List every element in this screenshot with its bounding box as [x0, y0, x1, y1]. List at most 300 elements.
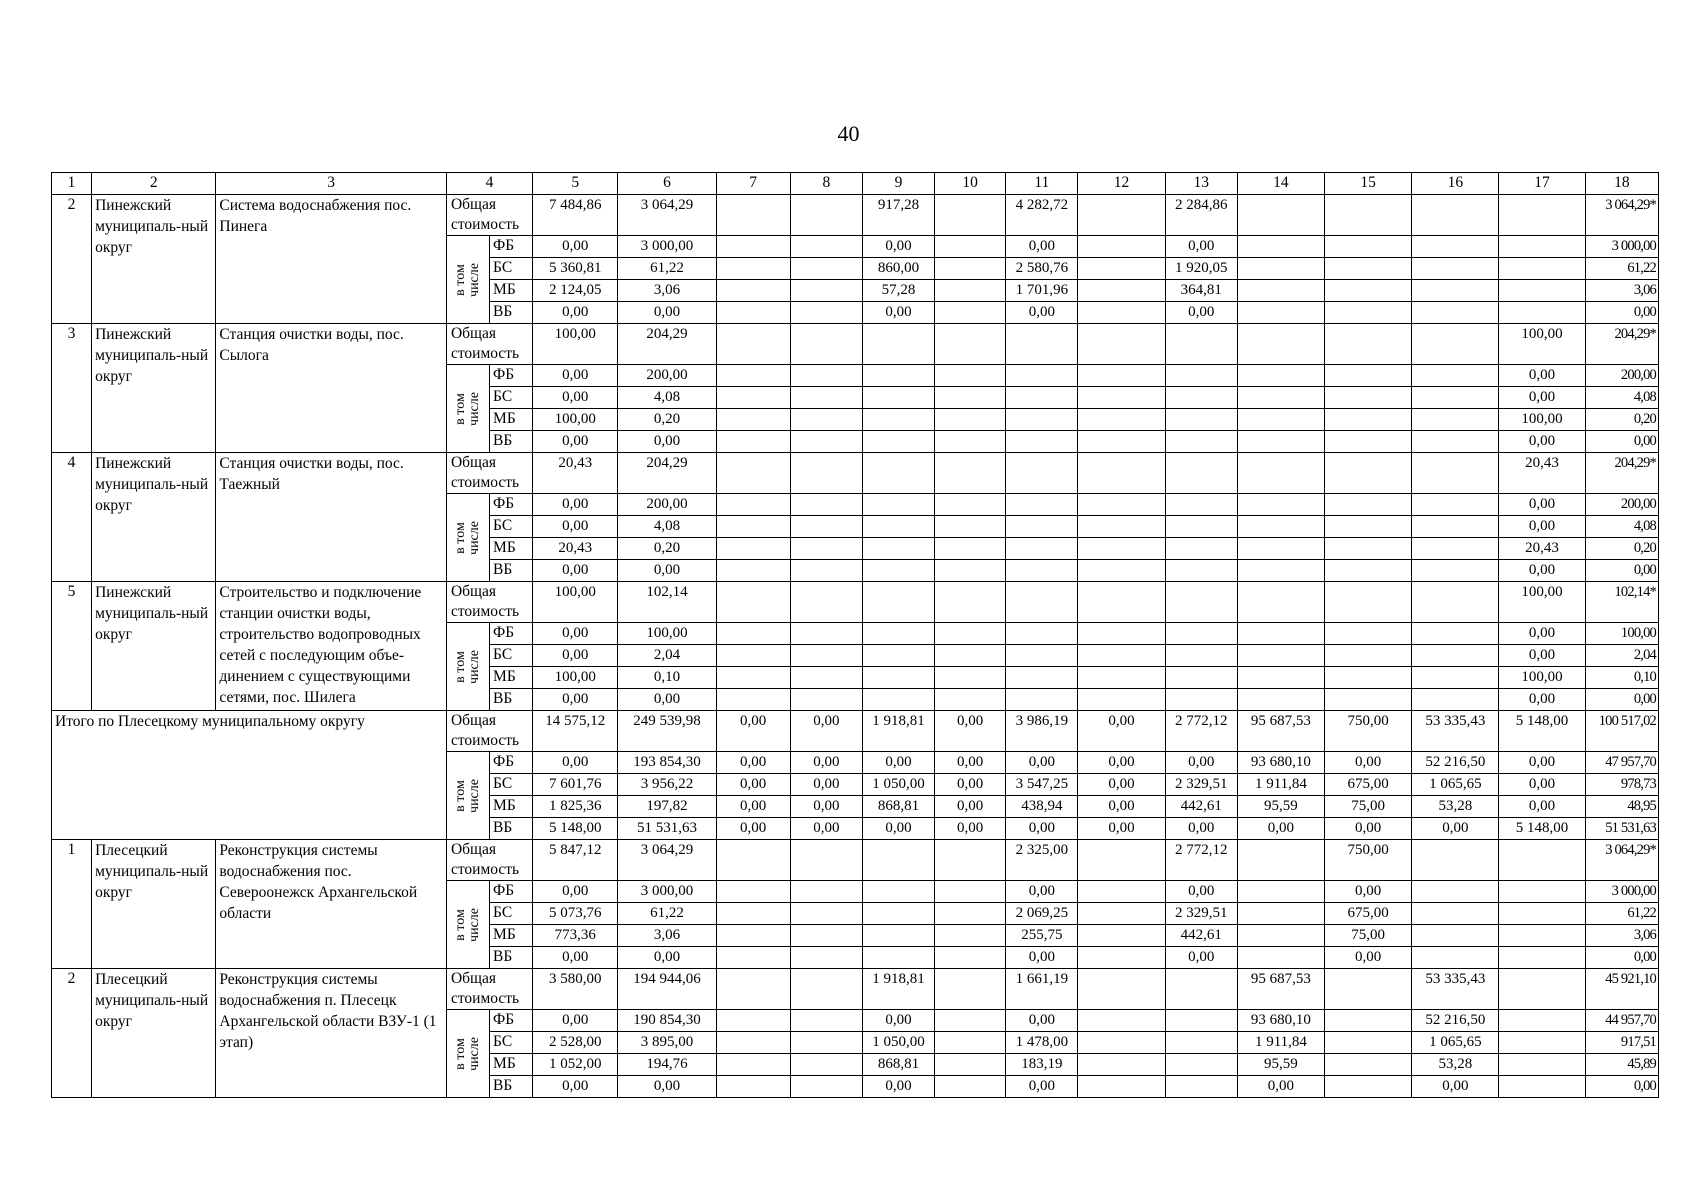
value-cell: 0,00	[1237, 1076, 1324, 1098]
value-cell: 3 000,00	[1585, 236, 1658, 258]
value-cell	[1078, 236, 1165, 258]
value-cell	[1499, 903, 1585, 925]
value-cell	[862, 689, 934, 711]
value-cell	[1499, 280, 1585, 302]
value-cell	[1412, 280, 1499, 302]
value-cell	[862, 516, 934, 538]
value-cell: 3 986,19	[1006, 711, 1078, 752]
value-cell	[790, 431, 862, 453]
value-cell	[1325, 582, 1412, 623]
value-cell	[935, 903, 1006, 925]
value-cell: 0,00	[1006, 752, 1078, 774]
value-cell	[1165, 324, 1237, 365]
row-number: 3	[52, 324, 92, 453]
value-cell	[1078, 516, 1165, 538]
municipality-name: Пинежский муниципаль-ный округ	[92, 195, 216, 324]
value-cell: 442,61	[1165, 925, 1237, 947]
value-cell: 2,04	[1585, 645, 1658, 667]
value-cell: 0,20	[618, 538, 716, 560]
value-cell: 0,00	[1078, 818, 1165, 840]
value-cell: 2 284,86	[1165, 195, 1237, 236]
value-cell: 204,29	[618, 453, 716, 494]
header-cell-8: 8	[790, 173, 862, 195]
value-cell	[1325, 969, 1412, 1010]
value-cell	[1237, 840, 1324, 881]
value-cell	[1325, 623, 1412, 645]
value-cell	[1078, 689, 1165, 711]
value-cell: 0,00	[1499, 689, 1585, 711]
value-cell	[1165, 365, 1237, 387]
value-cell	[1078, 1076, 1165, 1098]
header-cell-2: 2	[92, 173, 216, 195]
value-cell	[1237, 667, 1324, 689]
value-cell: 190 854,30	[618, 1010, 716, 1032]
municipality-name: Пинежский муниципаль-ный округ	[92, 582, 216, 711]
value-cell	[935, 1032, 1006, 1054]
value-cell: 0,10	[618, 667, 716, 689]
value-cell: 44 957,70	[1585, 1010, 1658, 1032]
value-cell	[1165, 431, 1237, 453]
including-label-text	[454, 650, 482, 684]
value-cell	[716, 667, 790, 689]
value-cell	[1499, 840, 1585, 881]
value-cell	[716, 1032, 790, 1054]
including-label	[446, 365, 489, 453]
value-cell	[1412, 947, 1499, 969]
value-cell	[1412, 494, 1499, 516]
value-cell	[862, 453, 934, 494]
value-cell	[716, 324, 790, 365]
value-cell: 0,00	[618, 431, 716, 453]
value-cell: 100,00	[1499, 667, 1585, 689]
row-number: 1	[52, 840, 92, 969]
value-cell: 194,76	[618, 1054, 716, 1076]
value-cell: 0,00	[1006, 818, 1078, 840]
value-cell	[790, 582, 862, 623]
value-cell	[1165, 645, 1237, 667]
value-cell: 0,00	[790, 796, 862, 818]
fund-source-mb: МБ	[490, 280, 533, 302]
value-cell	[1006, 645, 1078, 667]
header-cell-9: 9	[862, 173, 934, 195]
including-label-line2: числе	[467, 907, 482, 942]
value-cell: 0,00	[533, 623, 618, 645]
value-cell: 200,00	[618, 365, 716, 387]
total-cost-label-line2: стоимость	[450, 474, 520, 491]
value-cell: 197,82	[618, 796, 716, 818]
value-cell: 0,00	[1499, 796, 1585, 818]
value-cell	[1078, 623, 1165, 645]
value-cell: 0,00	[533, 1076, 618, 1098]
value-cell	[1078, 840, 1165, 881]
value-cell	[716, 881, 790, 903]
value-cell: 0,00	[935, 774, 1006, 796]
value-cell: 95,59	[1237, 1054, 1324, 1076]
value-cell	[1325, 302, 1412, 324]
header-cell-15: 15	[1325, 173, 1412, 195]
value-cell: 20,43	[533, 453, 618, 494]
value-cell	[1237, 409, 1324, 431]
total-cost-label-line2: стоимость	[450, 861, 520, 878]
value-cell	[1237, 881, 1324, 903]
fund-source-fb: ФБ	[490, 881, 533, 903]
value-cell	[1006, 582, 1078, 623]
value-cell	[1078, 582, 1165, 623]
value-cell: 52 216,50	[1412, 1010, 1499, 1032]
value-cell: 0,00	[1325, 752, 1412, 774]
value-cell: 773,36	[533, 925, 618, 947]
fund-source-vb: ВБ	[490, 818, 533, 840]
value-cell: 0,00	[1325, 947, 1412, 969]
value-cell: 3 000,00	[1585, 881, 1658, 903]
value-cell: 917,51	[1585, 1032, 1658, 1054]
value-cell	[1237, 258, 1324, 280]
value-cell: 0,00	[1006, 1010, 1078, 1032]
value-cell: 0,20	[1585, 538, 1658, 560]
value-cell	[935, 1054, 1006, 1076]
value-cell	[1325, 1010, 1412, 1032]
value-cell	[790, 409, 862, 431]
value-cell: 51 531,63	[1585, 818, 1658, 840]
value-cell	[1325, 538, 1412, 560]
value-cell: 675,00	[1325, 903, 1412, 925]
value-cell: 102,14	[618, 582, 716, 623]
header-cell-10: 10	[935, 173, 1006, 195]
value-cell: 0,00	[716, 774, 790, 796]
value-cell	[716, 516, 790, 538]
value-cell: 0,00	[862, 1076, 934, 1098]
value-cell: 2 528,00	[533, 1032, 618, 1054]
value-cell	[790, 969, 862, 1010]
value-cell: 48,95	[1585, 796, 1658, 818]
value-cell: 442,61	[1165, 796, 1237, 818]
value-cell	[935, 969, 1006, 1010]
value-cell: 51 531,63	[618, 818, 716, 840]
value-cell	[1325, 453, 1412, 494]
value-cell: 0,00	[1585, 947, 1658, 969]
value-cell: 0,00	[1078, 711, 1165, 752]
value-cell: 100,00	[533, 667, 618, 689]
value-cell: 3,06	[618, 925, 716, 947]
value-cell	[1165, 623, 1237, 645]
value-cell: 0,00	[1237, 818, 1324, 840]
value-cell: 3 956,22	[618, 774, 716, 796]
value-cell: 1 478,00	[1006, 1032, 1078, 1054]
page-number: 40	[837, 121, 860, 146]
value-cell	[862, 840, 934, 881]
value-cell: 5 360,81	[533, 258, 618, 280]
total-cost-label-line1: Общая	[450, 325, 496, 342]
value-cell	[1006, 494, 1078, 516]
value-cell: 2 772,12	[1165, 840, 1237, 881]
fund-source-mb: МБ	[490, 796, 533, 818]
value-cell	[790, 560, 862, 582]
value-cell	[1078, 925, 1165, 947]
header-cell-13: 13	[1165, 173, 1237, 195]
value-cell: 20,43	[533, 538, 618, 560]
value-cell	[1325, 689, 1412, 711]
value-cell: 1 825,36	[533, 796, 618, 818]
value-cell: 100,00	[533, 409, 618, 431]
value-cell	[1006, 623, 1078, 645]
value-cell: 100,00	[1499, 409, 1585, 431]
value-cell	[862, 387, 934, 409]
value-cell	[1412, 667, 1499, 689]
value-cell	[1325, 236, 1412, 258]
value-cell: 4 282,72	[1006, 195, 1078, 236]
fund-source-bs: БС	[490, 516, 533, 538]
value-cell	[790, 623, 862, 645]
including-label-line2: числе	[467, 262, 482, 297]
header-cell-3: 3	[216, 173, 447, 195]
fund-source-bs: БС	[490, 258, 533, 280]
value-cell	[716, 453, 790, 494]
value-cell: 204,29*	[1585, 453, 1658, 494]
value-cell	[716, 280, 790, 302]
value-cell: 0,00	[1499, 387, 1585, 409]
value-cell	[1412, 195, 1499, 236]
value-cell	[1237, 365, 1324, 387]
value-cell: 868,81	[862, 1054, 934, 1076]
fund-source-mb: МБ	[490, 409, 533, 431]
value-cell: 75,00	[1325, 925, 1412, 947]
value-cell: 61,22	[618, 258, 716, 280]
value-cell	[1078, 387, 1165, 409]
value-cell: 183,19	[1006, 1054, 1078, 1076]
value-cell	[1325, 195, 1412, 236]
value-cell: 0,00	[716, 752, 790, 774]
value-cell: 978,73	[1585, 774, 1658, 796]
value-cell	[1237, 431, 1324, 453]
total-cost-label-line2: стоимость	[450, 603, 520, 620]
including-label	[446, 236, 489, 324]
value-cell	[862, 409, 934, 431]
value-cell	[1006, 409, 1078, 431]
table-body	[52, 173, 1659, 1098]
value-cell: 3,06	[1585, 925, 1658, 947]
value-cell	[1412, 560, 1499, 582]
value-cell: 0,00	[862, 1010, 934, 1032]
value-cell: 255,75	[1006, 925, 1078, 947]
value-cell: 0,00	[618, 947, 716, 969]
value-cell: 14 575,12	[533, 711, 618, 752]
value-cell	[1006, 365, 1078, 387]
value-cell: 47 957,70	[1585, 752, 1658, 774]
value-cell: 100,00	[618, 623, 716, 645]
total-label: Итого по Плесецкому муниципальному округу	[52, 711, 447, 840]
value-cell	[1499, 236, 1585, 258]
value-cell: 3 895,00	[618, 1032, 716, 1054]
value-cell: 7 484,86	[533, 195, 618, 236]
value-cell	[790, 280, 862, 302]
total-cost-label-line1: Общая	[450, 454, 496, 471]
value-cell	[1165, 1076, 1237, 1098]
fund-source-fb: ФБ	[490, 752, 533, 774]
value-cell	[1412, 645, 1499, 667]
value-cell: 2,04	[618, 645, 716, 667]
total-cost-label-line1: Общая	[450, 196, 496, 213]
value-cell: 1 911,84	[1237, 774, 1324, 796]
value-cell	[1237, 582, 1324, 623]
value-cell	[1412, 881, 1499, 903]
value-cell	[716, 195, 790, 236]
value-cell: 0,00	[935, 752, 1006, 774]
value-cell: 0,00	[862, 302, 934, 324]
value-cell: 0,00	[1499, 516, 1585, 538]
value-cell	[716, 431, 790, 453]
value-cell	[1078, 881, 1165, 903]
value-cell: 0,00	[1165, 818, 1237, 840]
value-cell: 95,59	[1237, 796, 1324, 818]
value-cell	[790, 645, 862, 667]
value-cell	[716, 969, 790, 1010]
object-name: Реконструкция системы водоснабжения пос. Североонежск Архангельской области	[216, 840, 447, 969]
value-cell: 100,00	[1499, 582, 1585, 623]
value-cell	[935, 302, 1006, 324]
value-cell: 0,00	[1499, 752, 1585, 774]
fund-source-fb: ФБ	[490, 1010, 533, 1032]
value-cell: 2 069,25	[1006, 903, 1078, 925]
object-name: Строительство и подключение станции очистки воды, строительство водопроводных сетей с последующим объе-динением с существующими сетями, пос. Шилега	[216, 582, 447, 711]
value-cell	[1499, 969, 1585, 1010]
value-cell	[1078, 494, 1165, 516]
value-cell	[1078, 560, 1165, 582]
value-cell	[1325, 387, 1412, 409]
value-cell: 4,08	[1585, 516, 1658, 538]
value-cell	[862, 538, 934, 560]
value-cell	[935, 925, 1006, 947]
value-cell	[1078, 195, 1165, 236]
value-cell	[1325, 516, 1412, 538]
value-cell: 0,00	[533, 516, 618, 538]
value-cell: 0,00	[1585, 302, 1658, 324]
total-cost-label-line2: стоимость	[450, 732, 520, 749]
value-cell	[1325, 560, 1412, 582]
total-cost-label-line2: стоимость	[450, 990, 520, 1007]
value-cell: 0,00	[790, 818, 862, 840]
municipality-name: Плесецкий муниципаль-ный округ	[92, 969, 216, 1098]
value-cell	[716, 494, 790, 516]
value-cell: 4,08	[1585, 387, 1658, 409]
value-cell	[1412, 302, 1499, 324]
fund-source-bs: БС	[490, 774, 533, 796]
value-cell	[790, 258, 862, 280]
value-cell	[1237, 538, 1324, 560]
value-cell	[1325, 324, 1412, 365]
value-cell	[935, 1076, 1006, 1098]
header-cell-18: 18	[1585, 173, 1658, 195]
total-cost-label	[446, 969, 532, 1010]
including-label-line1: в том	[453, 779, 468, 812]
value-cell: 2 329,51	[1165, 903, 1237, 925]
value-cell: 0,00	[935, 711, 1006, 752]
row-number: 5	[52, 582, 92, 711]
value-cell	[1499, 881, 1585, 903]
value-cell: 0,00	[1006, 881, 1078, 903]
value-cell: 0,00	[716, 796, 790, 818]
including-label-line2: числе	[467, 391, 482, 426]
fund-source-bs: БС	[490, 903, 533, 925]
value-cell	[716, 258, 790, 280]
value-cell: 194 944,06	[618, 969, 716, 1010]
including-label	[446, 623, 489, 711]
value-cell	[1165, 453, 1237, 494]
value-cell	[716, 582, 790, 623]
value-cell	[716, 560, 790, 582]
value-cell: 3 064,29	[618, 195, 716, 236]
value-cell	[1412, 516, 1499, 538]
value-cell	[790, 925, 862, 947]
value-cell: 5 148,00	[533, 818, 618, 840]
value-cell	[935, 689, 1006, 711]
value-cell	[1165, 667, 1237, 689]
value-cell: 868,81	[862, 796, 934, 818]
including-label-text	[454, 908, 482, 942]
municipality-name: Пинежский муниципаль-ный округ	[92, 453, 216, 582]
value-cell: 204,29*	[1585, 324, 1658, 365]
total-cost-label	[446, 453, 532, 494]
value-cell: 53 335,43	[1412, 969, 1499, 1010]
value-cell	[1237, 195, 1324, 236]
value-cell: 0,00	[1499, 431, 1585, 453]
value-cell	[790, 1032, 862, 1054]
including-label	[446, 494, 489, 582]
header-cell-12: 12	[1078, 173, 1165, 195]
municipality-name: Пинежский муниципаль-ный округ	[92, 324, 216, 453]
total-cost-label-line1: Общая	[450, 712, 496, 729]
fund-source-vb: ВБ	[490, 689, 533, 711]
value-cell	[1078, 280, 1165, 302]
value-cell	[1078, 645, 1165, 667]
value-cell	[1237, 453, 1324, 494]
value-cell: 1 911,84	[1237, 1032, 1324, 1054]
value-cell	[1006, 560, 1078, 582]
value-cell	[935, 324, 1006, 365]
value-cell: 3 580,00	[533, 969, 618, 1010]
value-cell	[1006, 453, 1078, 494]
value-cell	[935, 1010, 1006, 1032]
value-cell	[1325, 258, 1412, 280]
header-row	[52, 173, 1659, 195]
value-cell: 0,00	[618, 560, 716, 582]
value-cell: 0,00	[1078, 796, 1165, 818]
financing-table	[51, 172, 1659, 1098]
value-cell: 0,00	[533, 365, 618, 387]
value-cell	[1412, 431, 1499, 453]
value-cell	[716, 840, 790, 881]
value-cell	[935, 431, 1006, 453]
value-cell	[716, 645, 790, 667]
value-cell: 0,00	[1006, 236, 1078, 258]
value-cell: 100,00	[1585, 623, 1658, 645]
row-number: 4	[52, 453, 92, 582]
value-cell	[790, 1076, 862, 1098]
value-cell: 2 329,51	[1165, 774, 1237, 796]
value-cell	[716, 623, 790, 645]
value-cell: 0,00	[1006, 947, 1078, 969]
value-cell: 0,00	[533, 431, 618, 453]
fund-source-vb: ВБ	[490, 947, 533, 969]
value-cell	[790, 302, 862, 324]
header-cell-14: 14	[1237, 173, 1324, 195]
value-cell	[1165, 689, 1237, 711]
value-cell	[1412, 409, 1499, 431]
value-cell: 93 680,10	[1237, 752, 1324, 774]
value-cell: 1 050,00	[862, 774, 934, 796]
value-cell: 860,00	[862, 258, 934, 280]
value-cell: 20,43	[1499, 453, 1585, 494]
value-cell: 0,00	[1499, 774, 1585, 796]
